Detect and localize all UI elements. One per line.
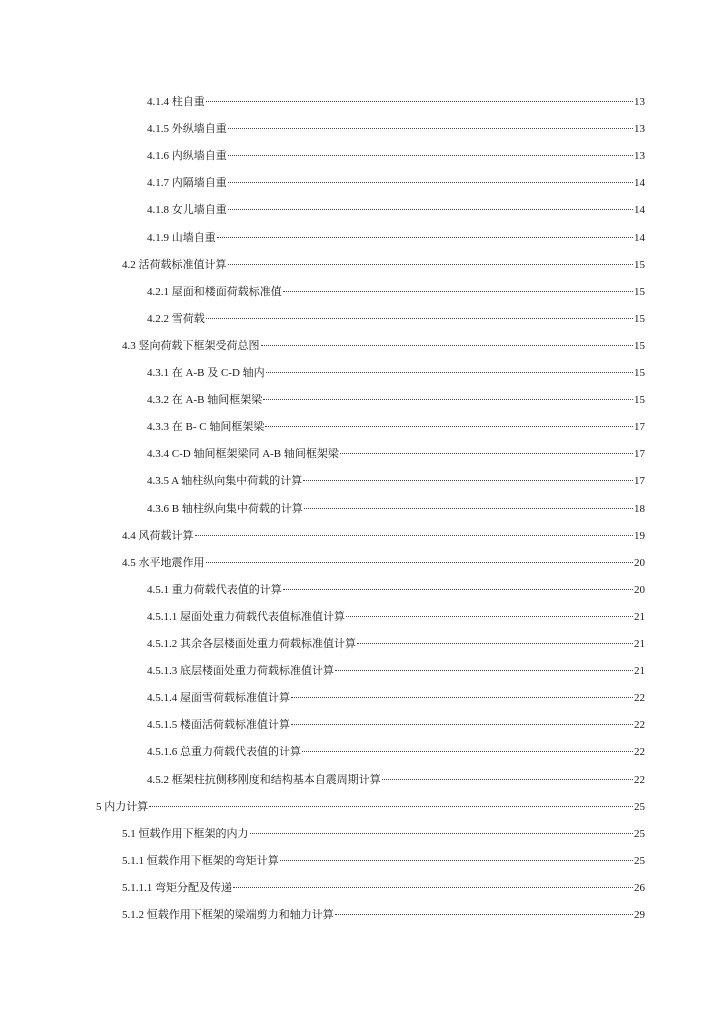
toc-page-number: 15 <box>634 312 645 325</box>
toc-entry-title: 4.3.4 C-D 轴间框架梁同 A-B 轴间框架梁 <box>147 448 339 461</box>
toc-entry-title: 4.2.1 屋面和楼面荷载标准值 <box>147 285 282 298</box>
toc-entry-title: 4.1.7 内隔墙自重 <box>147 177 227 190</box>
toc-entry-title: 4.1.5 外纵墙自重 <box>147 123 227 136</box>
toc-page-number: 13 <box>634 150 645 163</box>
toc-page-number: 15 <box>634 367 645 379</box>
toc-entry-title: 4.3.3 在 B- C 轴间框架梁 <box>147 421 265 434</box>
toc-dot-leader <box>304 508 633 509</box>
toc-entry-title: 4.1.4 柱自重 <box>147 96 205 108</box>
toc-entry-title: 4.3.6 B 轴柱纵向集中荷载的计算 <box>147 502 303 515</box>
toc-entry[interactable] <box>147 175 645 191</box>
toc-entry-title: 4.5.1 重力荷载代表值的计算 <box>147 583 282 596</box>
toc-entry[interactable] <box>96 799 645 815</box>
toc-entry[interactable] <box>122 555 645 571</box>
toc-page-number: 21 <box>634 638 645 650</box>
toc-entry-title: 5 内力计算 <box>96 800 149 813</box>
toc-entry[interactable] <box>147 636 645 652</box>
toc-entry[interactable] <box>122 826 645 842</box>
toc-dot-leader <box>291 697 633 698</box>
toc-entry[interactable] <box>122 853 645 869</box>
toc-dot-leader <box>303 480 633 481</box>
toc-page-number: 21 <box>634 610 645 623</box>
toc-entry[interactable] <box>122 907 645 923</box>
toc-entry-title: 4.5.1.5 楼面活荷载标准值计算 <box>147 719 290 732</box>
toc-entry[interactable] <box>147 392 645 408</box>
toc-entry[interactable] <box>147 202 645 218</box>
toc-page-number: 25 <box>634 827 645 840</box>
toc-dot-leader <box>228 128 633 129</box>
toc-entry-title: 4.5.1.4 屋面雪荷载标准值计算 <box>147 692 290 705</box>
toc-entry[interactable] <box>147 446 645 462</box>
toc-dot-leader <box>283 589 633 590</box>
toc-entry[interactable] <box>122 257 645 273</box>
toc-entry-title: 4.1.9 山墙自重 <box>147 231 216 244</box>
toc-entry-title: 4.3.2 在 A-B 轴间框架梁 <box>147 394 263 407</box>
toc-dot-leader <box>280 860 633 861</box>
toc-entry-title: 4.1.6 内纵墙自重 <box>147 150 227 163</box>
toc-dot-leader <box>228 155 633 156</box>
toc-entry[interactable] <box>147 690 645 706</box>
toc-entry-title: 4.2.2 雪荷载 <box>147 312 205 325</box>
toc-entry-title: 5.1 恒载作用下框架的内力 <box>122 827 249 840</box>
toc-dot-leader <box>382 779 633 780</box>
toc-entry[interactable] <box>147 284 645 300</box>
toc-page-number: 14 <box>634 204 645 217</box>
toc-dot-leader <box>250 833 634 834</box>
toc-dot-leader <box>195 535 634 536</box>
toc-page-number: 15 <box>634 339 645 352</box>
toc-dot-leader <box>266 372 633 373</box>
toc-entry[interactable] <box>147 772 645 788</box>
toc-page-number: 17 <box>634 421 645 434</box>
toc-dot-leader <box>228 209 633 210</box>
toc-entry-title: 4.5.1.2 其余各层楼面处重力荷载标准值计算 <box>147 638 356 650</box>
toc-entry[interactable] <box>147 501 645 517</box>
toc-page-number: 15 <box>634 285 645 298</box>
toc-entry-title: 4.3.1 在 A-B 及 C-D 轴内 <box>147 367 265 379</box>
toc-page-number: 26 <box>634 881 645 894</box>
toc-page-number: 29 <box>634 909 645 921</box>
toc-dot-leader <box>228 182 633 183</box>
toc-dot-leader <box>283 291 633 292</box>
toc-page-number: 18 <box>634 502 645 515</box>
toc-entry-title: 5.1.1 恒载作用下框架的弯矩计算 <box>122 854 279 867</box>
toc-page-number: 19 <box>634 529 645 542</box>
toc-entry[interactable] <box>147 609 645 625</box>
toc-dot-leader <box>340 453 633 454</box>
toc-entry-title: 4.3 竖向荷载下框架受荷总图 <box>122 339 260 352</box>
toc-dot-leader <box>263 399 633 400</box>
toc-entry-title: 5.1.2 恒载作用下框架的梁端剪力和轴力计算 <box>122 909 334 921</box>
toc-entry[interactable] <box>122 880 645 896</box>
toc-dot-leader <box>206 101 633 102</box>
toc-entry-title: 4.5.2 框架柱抗侧移刚度和结构基本自震周期计算 <box>147 773 381 786</box>
toc-dot-leader <box>335 670 633 671</box>
toc-dot-leader <box>335 914 633 915</box>
toc-entry[interactable] <box>147 663 645 679</box>
toc-page-number: 20 <box>634 583 645 596</box>
toc-page-number: 13 <box>634 123 645 136</box>
toc-page-number: 17 <box>634 475 645 488</box>
toc-page-number: 22 <box>634 692 645 705</box>
toc-page-number: 25 <box>634 800 645 813</box>
toc-page-number: 13 <box>634 96 645 108</box>
toc-page-number: 15 <box>634 394 645 407</box>
toc-dot-leader <box>357 643 633 644</box>
toc-entry[interactable] <box>147 121 645 137</box>
toc-page-number: 17 <box>634 448 645 461</box>
toc-entry[interactable] <box>122 338 645 354</box>
toc-entry[interactable] <box>122 528 645 544</box>
toc-dot-leader <box>346 616 633 617</box>
toc-page-number: 20 <box>634 556 645 569</box>
toc-entry-title: 5.1.1.1 弯矩分配及传递 <box>122 881 232 894</box>
toc-dot-leader <box>217 237 633 238</box>
toc-dot-leader <box>206 318 633 319</box>
toc-entry[interactable] <box>147 419 645 435</box>
toc-dot-leader <box>302 751 633 752</box>
toc-page-number: 14 <box>634 231 645 244</box>
toc-dot-leader <box>149 806 633 807</box>
toc-dot-leader <box>228 264 634 265</box>
toc-page-number: 22 <box>634 746 645 759</box>
toc-entry[interactable] <box>147 94 645 110</box>
toc-entry[interactable] <box>147 311 645 327</box>
toc-entry[interactable] <box>147 744 645 760</box>
toc-entry-title: 4.5.1.1 屋面处重力荷载代表值标准值计算 <box>147 610 345 623</box>
toc-page-number: 25 <box>634 854 645 867</box>
toc-entry-title: 4.5 水平地震作用 <box>122 556 205 569</box>
toc-entry[interactable] <box>147 582 645 598</box>
toc-entry[interactable] <box>147 148 645 164</box>
toc-entry[interactable] <box>147 230 645 246</box>
toc-dot-leader <box>291 724 633 725</box>
toc-entry-title: 4.4 风荷载计算 <box>122 529 194 542</box>
toc-entry-title: 4.5.1.3 底层楼面处重力荷载标准值计算 <box>147 665 334 678</box>
toc-entry-title: 4.2 活荷载标准值计算 <box>122 258 227 271</box>
toc-dot-leader <box>233 887 633 888</box>
toc-entry[interactable] <box>147 717 645 733</box>
toc-entry[interactable] <box>147 365 645 381</box>
toc-entry-title: 4.3.5 A 轴柱纵向集中荷载的计算 <box>147 475 303 488</box>
toc-entry-title: 4.1.8 女儿墙自重 <box>147 204 227 217</box>
toc-entry[interactable] <box>147 473 645 489</box>
toc-page-number: 21 <box>634 665 645 678</box>
toc-page-number: 14 <box>634 177 645 190</box>
toc-page-number: 22 <box>634 773 645 786</box>
toc-page-number: 22 <box>634 719 645 732</box>
toc-dot-leader <box>206 562 634 563</box>
toc-entry-title: 4.5.1.6 总重力荷载代表值的计算 <box>147 746 301 759</box>
toc-page-number: 15 <box>634 258 645 271</box>
toc-dot-leader <box>261 345 634 346</box>
toc-dot-leader <box>265 426 633 427</box>
